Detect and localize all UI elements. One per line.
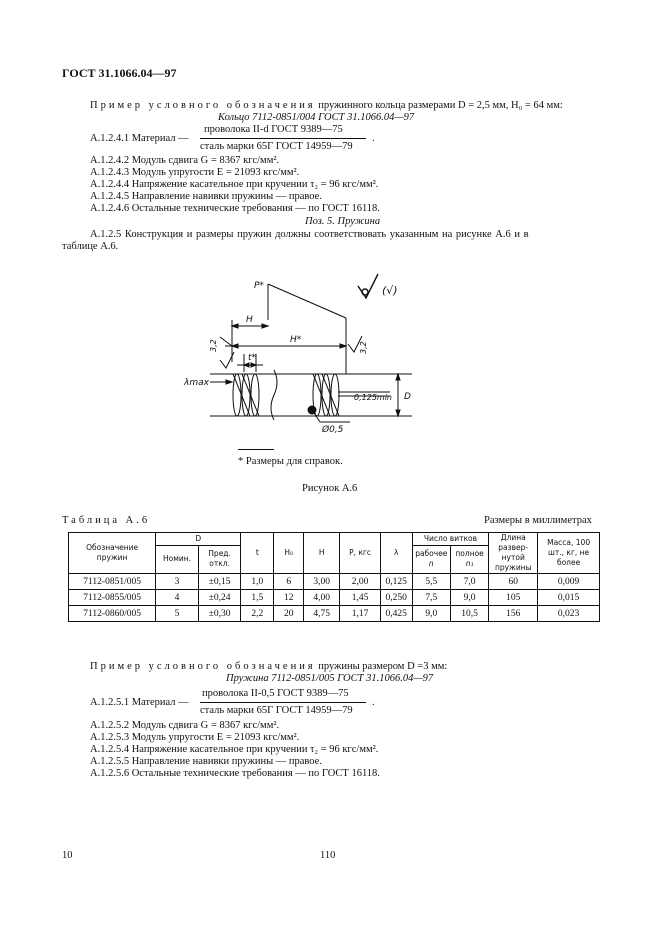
spec-line: А.1.2.5.5 Направление навивки пружины — правое.	[90, 756, 322, 767]
label-p: P*	[254, 281, 264, 291]
table-row: 7112-0855/005 4 ±0,24 1,5 12 4,00 1,45 0,250 7,5 9,0 105 0,015	[69, 590, 600, 606]
footer-number: 10	[62, 850, 73, 861]
spring-coils-left	[233, 374, 259, 416]
footnote-rule	[238, 449, 274, 450]
fraction-bar	[200, 138, 366, 139]
spring-coils-right	[313, 374, 339, 416]
material-fraction-2	[200, 688, 370, 718]
example-text: пружинного кольца размерами D = 2,5 мм, H₀ = 64 мм:	[318, 100, 563, 111]
spec-line: А.1.2.4.5 Направление навивки пружины — правое.	[90, 191, 322, 202]
spec-line: А.1.2.5.3 Модуль упругости E = 21093 кгс/мм².	[90, 732, 300, 743]
document-id: ГОСТ 31.1066.04—97	[62, 66, 177, 80]
figure-caption: Рисунок А.6	[302, 483, 358, 494]
material-label-1: А.1.2.4.1 Материал —	[90, 133, 189, 144]
material-denominator: сталь марки 65Г ГОСТ 14959—79	[200, 705, 353, 716]
example-label: Пример условного обозначения	[90, 100, 316, 111]
material-fraction-1	[200, 124, 368, 154]
dimensions-table	[68, 532, 600, 622]
header-full: полное n₁	[450, 545, 488, 573]
spec-line: А.1.2.4.3 Модуль упругости E = 21093 кгс/мм².	[90, 167, 300, 178]
designation-2: Пружина 7112-0851/005 ГОСТ 31.1066.04—97	[226, 673, 434, 684]
label-min-gap: 0,125min	[354, 393, 392, 402]
header-t: t	[241, 533, 274, 574]
example-line-2	[90, 661, 447, 673]
material-numerator: проволока II-0,5 ГОСТ 9389—75	[202, 688, 349, 699]
header-working: рабочее n	[412, 545, 450, 573]
header-h0: H₀	[274, 533, 304, 574]
header-mass: Масса, 100 шт., кг, не более	[538, 533, 600, 574]
example-line-1	[90, 100, 563, 112]
material-end-1: .	[372, 133, 375, 144]
label-roughness-right: 3,2	[359, 341, 368, 354]
spec-line: А.1.2.4.4 Напряжение касательное при кручении τ₂ = 96 кгс/мм².	[90, 179, 379, 190]
spec-line: А.1.2.5.2 Модуль сдвига G = 8367 кгс/мм².	[90, 720, 280, 731]
spec-line: А.1.2.5.4 Напряжение касательное при кручении τ₂ = 96 кгс/мм².	[90, 744, 379, 755]
roughness-note: (√)	[382, 284, 398, 297]
material-denominator: сталь марки 65Г ГОСТ 14959—79	[200, 141, 353, 152]
label-lambda-max: λmax	[184, 378, 209, 388]
spec-line: А.1.2.4.6 Остальные технические требования — по ГОСТ 16118.	[90, 203, 380, 214]
label-d: D	[404, 392, 411, 402]
spec-line: А.1.2.4.2 Модуль сдвига G = 8367 кгс/мм².	[90, 155, 280, 166]
table-units: Размеры в миллиметрах	[484, 515, 592, 526]
load-slope-line	[268, 284, 346, 318]
header-d: D	[156, 533, 241, 546]
position-title: Поз. 5. Пружина	[305, 216, 381, 227]
header-turns: Число витков	[412, 533, 489, 546]
table-row: 7112-0851/005 3 ±0,15 1,0 6 3,00 2,00 0,125 5,5 7,0 60 0,009	[69, 574, 600, 590]
page-number: 110	[320, 850, 336, 861]
table-row: 7112-0860/005 5 ±0,30 2,2 20 4,75 1,17 0,425 9,0 10,5 156 0,023	[69, 606, 600, 622]
paragraph-line-1: А.1.2.5 Конструкция и размеры пружин должны соответствовать указанным на рисунке А.6 и в	[90, 229, 529, 240]
example-text: пружины размером D =3 мм:	[318, 661, 448, 672]
label-h: H	[246, 315, 253, 325]
example-label: Пример условного обозначения	[90, 661, 316, 672]
header-designation: Обозначение пружин	[69, 533, 156, 574]
fraction-bar	[200, 702, 366, 703]
paragraph-line-2: таблице А.6.	[62, 241, 119, 252]
label-t-star: t*	[248, 353, 257, 363]
spring-drawing	[180, 262, 430, 437]
header-tolerance: Пред. откл.	[198, 545, 241, 573]
label-h-star: H*	[290, 335, 302, 345]
header-length: Длина развер-нутой пружины	[489, 533, 538, 574]
material-numerator: проволока II-d ГОСТ 9389—75	[204, 124, 343, 135]
header-lambda: λ	[380, 533, 412, 574]
footnote: * Размеры для справок.	[238, 456, 343, 467]
header-h: H	[304, 533, 340, 574]
label-wire-diameter: Ø0,5	[322, 425, 344, 435]
label-roughness-left: 3,2	[209, 339, 218, 352]
designation-1: Кольцо 7112-0851/004 ГОСТ 31.1066.04—97	[218, 112, 415, 123]
material-label-2: А.1.2.5.1 Материал —	[90, 697, 189, 708]
material-end-2: .	[372, 697, 375, 708]
spec-line: А.1.2.5.6 Остальные технические требования — по ГОСТ 16118.	[90, 768, 380, 779]
break-line	[271, 370, 277, 420]
header-nominal: Номин.	[156, 545, 199, 573]
roughness-icon	[358, 274, 378, 298]
table-title: Таблица А.6	[62, 515, 151, 526]
header-p: P, кгс	[340, 533, 380, 574]
